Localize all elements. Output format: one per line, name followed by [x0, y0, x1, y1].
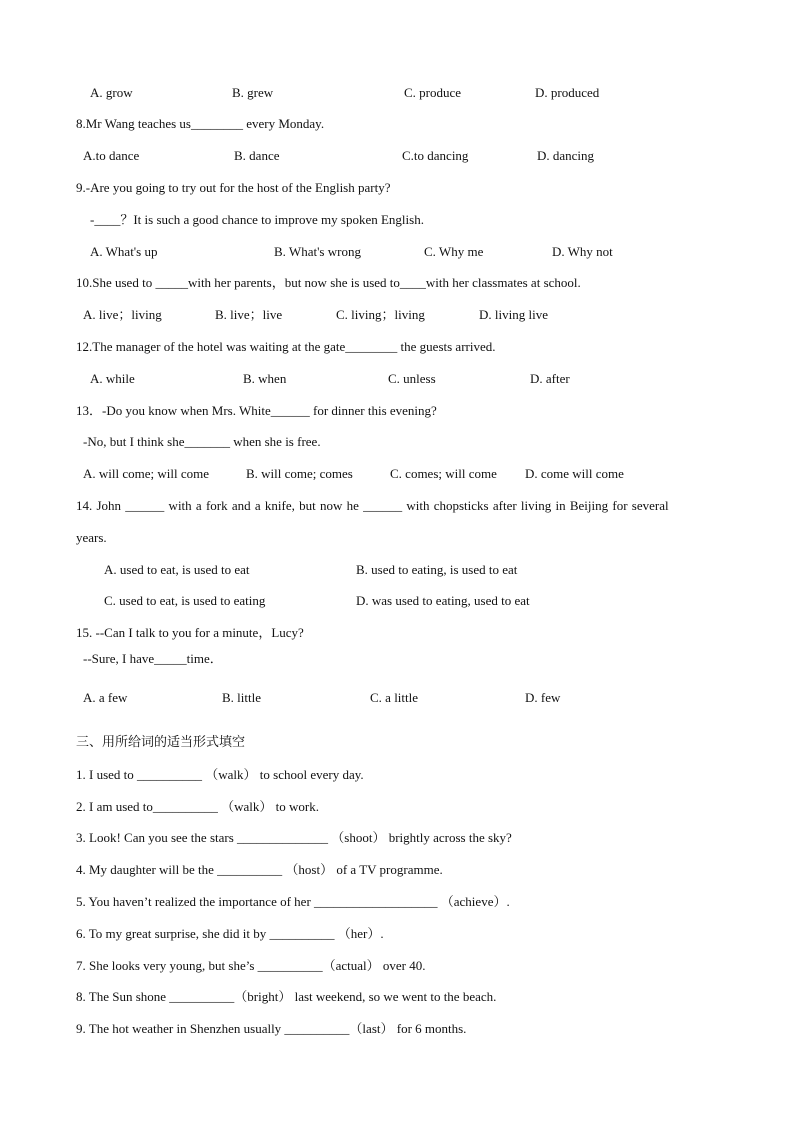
q7-option-d: D. produced [535, 85, 600, 100]
q10-stem: 10.She used to _____with her parents，but now she is used to____with her classmates at school. [76, 275, 581, 290]
q10-option-a: A. live；living [83, 307, 162, 322]
fill-item-1: 1. I used to __________ （walk） to school every day. [76, 767, 364, 782]
q9-option-b: B. What's wrong [274, 244, 361, 259]
fill-item-7: 7. She looks very young, but she’s __________（actual） over 40. [76, 958, 426, 973]
q9-option-c: C. Why me [424, 244, 484, 259]
q10-option-d: D. living live [479, 307, 548, 322]
section3-heading: 三、用所给词的适当形式填空 [76, 735, 246, 750]
fill-item-5: 5. You haven’t realized the importance of her ___________________ （achieve）. [76, 894, 510, 909]
fill-item-9: 9. The hot weather in Shenzhen usually __________（last） for 6 months. [76, 1021, 467, 1036]
q12-option-c: C. unless [388, 371, 436, 386]
q8-option-b: B. dance [234, 148, 280, 163]
q15-reply: --Sure, I have_____time． [83, 651, 223, 666]
q8-option-c: C.to dancing [402, 148, 469, 163]
q9-reply: -____？It is such a good chance to improve my spoken English. [90, 212, 424, 227]
q8-option-d: D. dancing [537, 148, 595, 163]
q7-option-c: C. produce [404, 85, 462, 100]
q15-option-d: D. few [525, 690, 561, 705]
q8-option-a: A.to dance [83, 148, 140, 163]
q9-option-a: A. What's up [90, 244, 158, 259]
q14-option-b: B. used to eating, is used to eat [356, 562, 518, 577]
q9-stem: 9.-Are you going to try out for the host of the English party? [76, 180, 391, 195]
fill-item-2: 2. I am used to__________ （walk） to work. [76, 799, 320, 814]
q15-option-b: B. little [222, 690, 261, 705]
q9-option-d: D. Why not [552, 244, 613, 259]
q14-option-d: D. was used to eating, used to eat [356, 593, 530, 608]
fill-item-4: 4. My daughter will be the __________ （host） of a TV programme. [76, 862, 443, 877]
fill-item-8: 8. The Sun shone __________（bright） last weekend, so we went to the beach. [76, 989, 497, 1004]
q14-option-a: A. used to eat, is used to eat [104, 562, 250, 577]
q12-option-a: A. while [90, 371, 135, 386]
q13-reply: -No, but I think she_______ when she is free. [83, 434, 321, 449]
fill-item-6: 6. To my great surprise, she did it by __________ （her）. [76, 926, 384, 941]
q15-stem: 15. --Can I talk to you for a minute，Lucy? [76, 625, 304, 640]
q7-option-b: B. grew [232, 85, 274, 100]
q15-option-c: C. a little [370, 690, 419, 705]
q12-option-d: D. after [530, 371, 570, 386]
q14-option-c: C. used to eat, is used to eating [104, 593, 266, 608]
q12-option-b: B. when [243, 371, 287, 386]
q10-option-b: B. live；live [215, 307, 283, 322]
q13-stem: 13．-Do you know when Mrs. White______ for dinner this evening? [76, 403, 437, 418]
q7-option-a: A. grow [90, 85, 133, 100]
q15-option-a: A. a few [83, 690, 128, 705]
q10-option-c: C. living；living [336, 307, 425, 322]
fill-item-3: 3. Look! Can you see the stars ______________ （shoot） brightly across the sky? [76, 830, 512, 845]
q8-stem: 8.Mr Wang teaches us________ every Monday. [76, 116, 325, 131]
q14-stem: 14. John ______ with a fork and a knife, but now he ______ with chopsticks after living in Beijing for several [76, 498, 669, 513]
q13-option-b: B. will come; comes [246, 466, 353, 481]
q13-option-a: A. will come; will come [83, 466, 210, 481]
q12-stem: 12.The manager of the hotel was waiting at the gate________ the guests arrived. [76, 339, 496, 354]
q13-option-d: D. come will come [525, 466, 624, 481]
q14-stem-continued: years. [76, 530, 107, 545]
q13-option-c: C. comes; will come [390, 466, 497, 481]
